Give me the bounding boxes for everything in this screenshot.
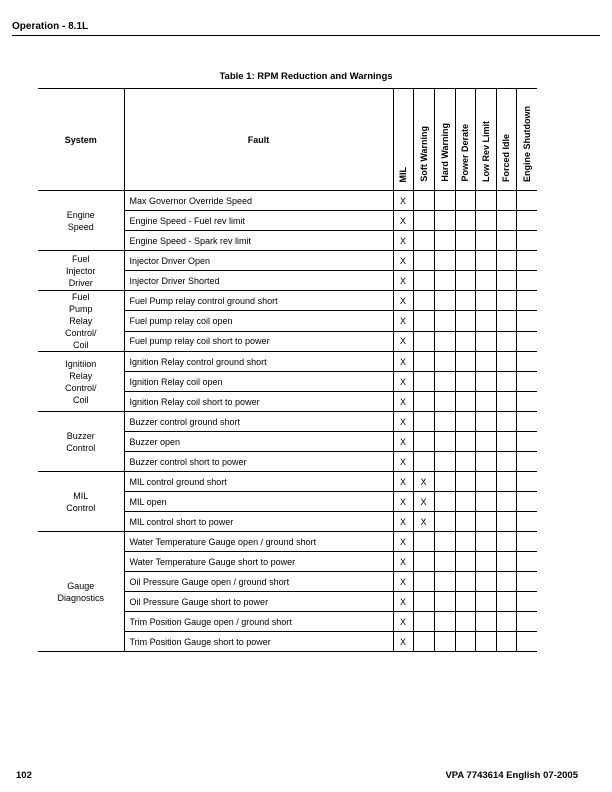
flag-cell bbox=[434, 572, 455, 592]
system-cell: Gauge Diagnostics bbox=[38, 532, 124, 652]
flag-cell bbox=[496, 412, 516, 432]
flag-cell bbox=[455, 432, 475, 452]
flag-cell bbox=[496, 432, 516, 452]
flag-cell bbox=[496, 352, 516, 372]
flag-cell bbox=[475, 251, 496, 271]
flag-cell bbox=[475, 572, 496, 592]
flag-cell bbox=[496, 472, 516, 492]
flag-cell bbox=[455, 331, 475, 351]
flag-cell bbox=[455, 572, 475, 592]
flag-cell bbox=[516, 632, 537, 652]
flag-cell bbox=[455, 311, 475, 331]
table-row bbox=[38, 291, 537, 311]
flag-cell bbox=[516, 612, 537, 632]
fault-cell: Engine Speed - Fuel rev limit bbox=[124, 211, 393, 231]
flag-cell bbox=[434, 612, 455, 632]
fault-cell: Buzzer control short to power bbox=[124, 452, 393, 472]
fault-cell: Engine Speed - Spark rev limit bbox=[124, 231, 393, 251]
mil-column-header: MIL bbox=[393, 89, 413, 191]
flag-cell: X bbox=[393, 331, 413, 351]
flag-cell bbox=[434, 392, 455, 412]
flag-cell bbox=[516, 211, 537, 231]
flag-cell bbox=[434, 592, 455, 612]
flag-cell bbox=[496, 592, 516, 612]
table-row bbox=[38, 472, 537, 492]
flag-cell bbox=[413, 392, 434, 412]
fault-cell: Fuel pump relay coil short to power bbox=[124, 331, 393, 351]
flag-cell bbox=[496, 532, 516, 552]
flag-cell bbox=[455, 592, 475, 612]
flag-cell bbox=[413, 632, 434, 652]
fault-cell: Trim Position Gauge short to power bbox=[124, 632, 393, 652]
flag-cell bbox=[516, 291, 537, 311]
flag-cell bbox=[475, 432, 496, 452]
power-derate-column-header: Power Derate bbox=[455, 89, 475, 191]
flag-cell: X bbox=[393, 572, 413, 592]
flag-cell: X bbox=[393, 231, 413, 251]
flag-cell bbox=[413, 191, 434, 211]
fault-cell: Injector Driver Open bbox=[124, 251, 393, 271]
flag-cell bbox=[455, 392, 475, 412]
flag-cell bbox=[475, 612, 496, 632]
flag-cell bbox=[455, 552, 475, 572]
table-row bbox=[38, 412, 537, 432]
flag-cell bbox=[496, 492, 516, 512]
header-rule bbox=[12, 35, 600, 36]
flag-cell bbox=[475, 231, 496, 251]
flag-cell bbox=[475, 452, 496, 472]
fault-cell: Oil Pressure Gauge short to power bbox=[124, 592, 393, 612]
fault-cell: MIL control short to power bbox=[124, 512, 393, 532]
flag-cell bbox=[516, 592, 537, 612]
table-row bbox=[38, 191, 537, 211]
flag-cell bbox=[516, 532, 537, 552]
flag-cell bbox=[516, 472, 537, 492]
flag-cell bbox=[434, 372, 455, 392]
flag-cell bbox=[455, 352, 475, 372]
flag-cell bbox=[516, 372, 537, 392]
flag-cell: X bbox=[393, 392, 413, 412]
flag-cell bbox=[475, 291, 496, 311]
flag-cell bbox=[516, 191, 537, 211]
flag-cell bbox=[455, 372, 475, 392]
rpm-warnings-table bbox=[38, 88, 537, 652]
flag-cell: X bbox=[393, 592, 413, 612]
flag-cell bbox=[475, 472, 496, 492]
flag-cell bbox=[496, 632, 516, 652]
flag-cell: X bbox=[393, 271, 413, 291]
system-cell: MIL Control bbox=[38, 472, 124, 532]
flag-cell bbox=[455, 532, 475, 552]
flag-cell: X bbox=[393, 372, 413, 392]
flag-cell bbox=[496, 572, 516, 592]
fault-cell: Buzzer control ground short bbox=[124, 412, 393, 432]
system-cell: Ignitiion Relay Control/ Coil bbox=[38, 352, 124, 412]
flag-cell bbox=[413, 311, 434, 331]
flag-cell bbox=[496, 231, 516, 251]
flag-cell bbox=[455, 612, 475, 632]
flag-cell: X bbox=[393, 291, 413, 311]
hard-warning-column-header: Hard Warning bbox=[434, 89, 455, 191]
flag-cell bbox=[516, 412, 537, 432]
flag-cell bbox=[413, 352, 434, 372]
flag-cell: X bbox=[393, 211, 413, 231]
flag-cell bbox=[475, 592, 496, 612]
fault-cell: Fuel pump relay coil open bbox=[124, 311, 393, 331]
fault-cell: Water Temperature Gauge open / ground short bbox=[124, 532, 393, 552]
page-number: 102 bbox=[16, 770, 32, 781]
flag-cell bbox=[434, 271, 455, 291]
flag-cell bbox=[475, 311, 496, 331]
flag-cell bbox=[496, 552, 516, 572]
flag-cell bbox=[496, 271, 516, 291]
flag-cell bbox=[455, 211, 475, 231]
system-cell: Engine Speed bbox=[38, 191, 124, 251]
flag-cell bbox=[434, 492, 455, 512]
flag-cell bbox=[496, 291, 516, 311]
flag-cell bbox=[475, 632, 496, 652]
document-id: VPA 7743614 English 07-2005 bbox=[445, 770, 578, 781]
flag-cell bbox=[413, 291, 434, 311]
flag-cell bbox=[475, 552, 496, 572]
fault-cell: Ignition Relay control ground short bbox=[124, 352, 393, 372]
flag-cell bbox=[455, 191, 475, 211]
flag-cell bbox=[475, 191, 496, 211]
flag-cell bbox=[434, 512, 455, 532]
flag-cell bbox=[413, 432, 434, 452]
table-header-row bbox=[38, 89, 537, 191]
flag-cell: X bbox=[393, 191, 413, 211]
flag-cell: X bbox=[393, 412, 413, 432]
flag-cell bbox=[496, 372, 516, 392]
flag-cell bbox=[413, 592, 434, 612]
flag-cell bbox=[455, 472, 475, 492]
flag-cell bbox=[516, 572, 537, 592]
flag-cell bbox=[413, 251, 434, 271]
flag-cell bbox=[434, 412, 455, 432]
flag-cell bbox=[434, 211, 455, 231]
soft-warning-column-header: Soft Warning bbox=[413, 89, 434, 191]
flag-cell: X bbox=[413, 492, 434, 512]
flag-cell bbox=[516, 311, 537, 331]
flag-cell bbox=[413, 612, 434, 632]
flag-cell bbox=[475, 352, 496, 372]
flag-cell: X bbox=[413, 512, 434, 532]
flag-cell bbox=[475, 211, 496, 231]
flag-cell bbox=[455, 632, 475, 652]
fault-cell: Trim Position Gauge open / ground short bbox=[124, 612, 393, 632]
table-title: Table 1: RPM Reduction and Warnings bbox=[219, 71, 393, 82]
system-cell: Fuel Pump Relay Control/ Coil bbox=[38, 291, 124, 352]
flag-cell bbox=[475, 271, 496, 291]
flag-cell: X bbox=[393, 251, 413, 271]
flag-cell bbox=[413, 271, 434, 291]
flag-cell: X bbox=[413, 472, 434, 492]
flag-cell bbox=[516, 251, 537, 271]
flag-cell bbox=[475, 392, 496, 412]
fault-cell: Ignition Relay coil short to power bbox=[124, 392, 393, 412]
low-rev-limit-column-header: Low Rev Limit bbox=[475, 89, 496, 191]
flag-cell bbox=[496, 392, 516, 412]
flag-cell bbox=[434, 291, 455, 311]
table-row bbox=[38, 532, 537, 552]
engine-shutdown-column-header: Engine Shutdown bbox=[516, 89, 537, 191]
system-cell: Fuel Injector Driver bbox=[38, 251, 124, 291]
flag-cell bbox=[434, 311, 455, 331]
flag-cell bbox=[475, 372, 496, 392]
flag-cell bbox=[413, 331, 434, 351]
fault-cell: Injector Driver Shorted bbox=[124, 271, 393, 291]
flag-cell: X bbox=[393, 352, 413, 372]
fault-cell: Water Temperature Gauge short to power bbox=[124, 552, 393, 572]
flag-cell bbox=[475, 412, 496, 432]
flag-cell: X bbox=[393, 632, 413, 652]
flag-cell bbox=[516, 231, 537, 251]
flag-cell: X bbox=[393, 532, 413, 552]
flag-cell bbox=[516, 392, 537, 412]
flag-cell bbox=[496, 311, 516, 331]
flag-cell bbox=[455, 231, 475, 251]
flag-cell bbox=[455, 512, 475, 532]
fault-cell: Ignition Relay coil open bbox=[124, 372, 393, 392]
fault-cell: Buzzer open bbox=[124, 432, 393, 452]
section-header: Operation - 8.1L bbox=[12, 21, 89, 32]
flag-cell bbox=[413, 412, 434, 432]
flag-cell bbox=[496, 331, 516, 351]
system-cell: Buzzer Control bbox=[38, 412, 124, 472]
flag-cell bbox=[516, 352, 537, 372]
flag-cell bbox=[413, 211, 434, 231]
flag-cell bbox=[475, 492, 496, 512]
forced-idle-column-header: Forced Idle bbox=[496, 89, 516, 191]
flag-cell bbox=[516, 452, 537, 472]
system-column-header: System bbox=[38, 89, 124, 191]
fault-column-header: Fault bbox=[124, 89, 393, 191]
flag-cell bbox=[496, 191, 516, 211]
flag-cell bbox=[496, 452, 516, 472]
flag-cell bbox=[516, 331, 537, 351]
flag-cell bbox=[434, 251, 455, 271]
flag-cell: X bbox=[393, 452, 413, 472]
flag-cell bbox=[516, 492, 537, 512]
flag-cell: X bbox=[393, 432, 413, 452]
flag-cell bbox=[434, 552, 455, 572]
table-body bbox=[38, 191, 537, 652]
flag-cell bbox=[496, 612, 516, 632]
flag-cell bbox=[475, 532, 496, 552]
flag-cell bbox=[434, 452, 455, 472]
fault-cell: Oil Pressure Gauge open / ground short bbox=[124, 572, 393, 592]
flag-cell bbox=[475, 512, 496, 532]
flag-cell bbox=[496, 512, 516, 532]
flag-cell bbox=[434, 532, 455, 552]
flag-cell bbox=[413, 452, 434, 472]
flag-cell: X bbox=[393, 492, 413, 512]
flag-cell bbox=[434, 632, 455, 652]
flag-cell bbox=[496, 211, 516, 231]
fault-cell: MIL control ground short bbox=[124, 472, 393, 492]
flag-cell: X bbox=[393, 472, 413, 492]
flag-cell bbox=[455, 271, 475, 291]
flag-cell: X bbox=[393, 512, 413, 532]
table-row bbox=[38, 251, 537, 271]
fault-cell: MIL open bbox=[124, 492, 393, 512]
flag-cell bbox=[434, 191, 455, 211]
flag-cell bbox=[516, 552, 537, 572]
flag-cell bbox=[413, 231, 434, 251]
flag-cell bbox=[516, 271, 537, 291]
flag-cell bbox=[434, 472, 455, 492]
flag-cell bbox=[455, 492, 475, 512]
flag-cell bbox=[413, 532, 434, 552]
fault-cell: Fuel Pump relay control ground short bbox=[124, 291, 393, 311]
flag-cell bbox=[496, 251, 516, 271]
flag-cell bbox=[516, 432, 537, 452]
flag-cell bbox=[455, 291, 475, 311]
flag-cell bbox=[455, 251, 475, 271]
flag-cell bbox=[434, 231, 455, 251]
flag-cell bbox=[475, 331, 496, 351]
fault-cell: Max Governor Override Speed bbox=[124, 191, 393, 211]
flag-cell bbox=[455, 452, 475, 472]
flag-cell bbox=[413, 372, 434, 392]
flag-cell bbox=[434, 352, 455, 372]
flag-cell: X bbox=[393, 612, 413, 632]
flag-cell bbox=[413, 552, 434, 572]
flag-cell bbox=[434, 331, 455, 351]
table-row bbox=[38, 352, 537, 372]
flag-cell bbox=[413, 572, 434, 592]
flag-cell bbox=[434, 432, 455, 452]
flag-cell: X bbox=[393, 552, 413, 572]
flag-cell bbox=[516, 512, 537, 532]
flag-cell: X bbox=[393, 311, 413, 331]
flag-cell bbox=[455, 412, 475, 432]
